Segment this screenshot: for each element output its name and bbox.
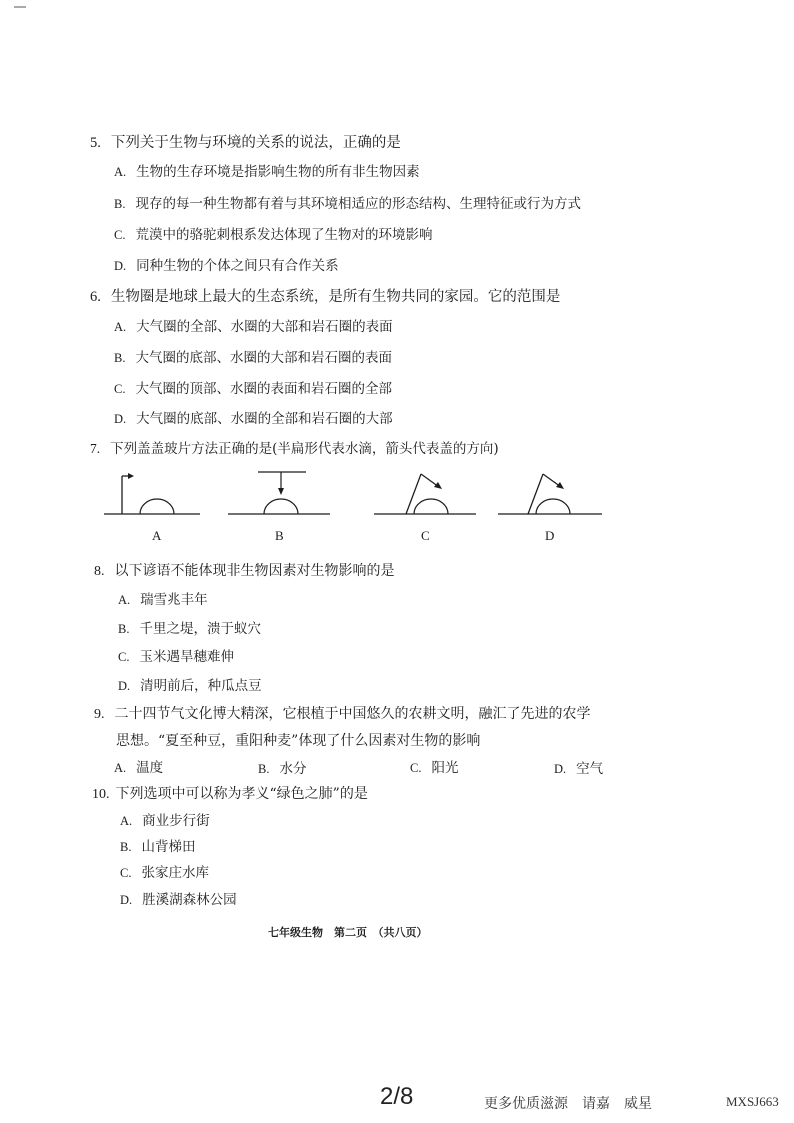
question-8-option-b: B. 千里之堤，溃于蚁穴	[118, 621, 261, 637]
question-10-option-b: B. 山背梯田	[120, 839, 196, 855]
question-6-option-c: C. 大气圈的顶部、水圈的表面和岩石圈的全部	[114, 381, 392, 397]
question-8-stem: 8. 以下谚语不能体现非生物因素对生物影响的是	[94, 563, 395, 579]
question-5-option-b: B. 现存的每一种生物都有着与其环境相适应的形态结构、生理特征或行为方式	[114, 196, 581, 212]
question-9-stem-line1: 9. 二十四节气文化博大精深，它根植于中国悠久的农耕文明，融汇了先进的农学	[94, 706, 591, 722]
coverslip-diagram-a	[100, 468, 204, 520]
question-9-option-d: D. 空气	[554, 761, 604, 777]
question-10-option-a: A. 商业步行街	[120, 813, 210, 829]
question-10-option-c: C. 张家庄水库	[120, 865, 209, 881]
question-9-option-a: A. 温度	[114, 760, 164, 776]
diagram-label-d: D	[545, 528, 555, 543]
scan-mark	[14, 6, 26, 8]
document-code: MXSJ663	[726, 1094, 779, 1109]
question-5-option-a: A. 生物的生存环境是指影响生物的所有非生物因素	[114, 164, 420, 180]
question-6-option-b: B. 大气圈的底部、水圈的大部和岩石圈的表面	[114, 350, 392, 366]
diagram-label-b: B	[275, 528, 284, 543]
diagram-label-a: A	[152, 528, 162, 543]
question-6-option-a: A. 大气圈的全部、水圈的大部和岩石圈的表面	[114, 319, 393, 335]
diagram-label-c: C	[421, 528, 430, 543]
question-10-option-d: D. 胜溪湖森林公园	[120, 892, 237, 908]
question-6-stem: 6. 生物圈是地球上最大的生态系统，是所有生物共同的家园。它的范围是	[90, 289, 561, 305]
question-9-option-c: C. 阳光	[410, 760, 459, 776]
question-5-option-d: D. 同种生物的个体之间只有合作关系	[114, 258, 339, 274]
coverslip-diagram-c	[372, 468, 480, 520]
watermark-text: 更多优质滋源 请嘉 威星	[484, 1096, 652, 1112]
coverslip-diagram-d	[496, 468, 606, 520]
question-8-option-c: C. 玉米遇旱穗难伸	[118, 649, 234, 665]
question-9-stem-line2: 思想。“夏至种豆，重阳种麦”体现了什么因素对生物的影响	[116, 733, 481, 749]
question-10-stem: 10. 下列选项中可以称为孝义“绿色之肺”的是	[92, 786, 368, 802]
question-6-option-d: D. 大气圈的底部、水圈的全部和岩石圈的大部	[114, 411, 393, 427]
question-8-option-a: A. 瑞雪兆丰年	[118, 592, 208, 608]
question-7-stem: 7. 下列盖盖玻片方法正确的是(半扁形代表水滴，箭头代表盖的方向)	[90, 441, 499, 457]
question-9-option-b: B. 水分	[258, 761, 307, 777]
page-footer: 七年级生物 第二页 （共八页）	[268, 926, 428, 939]
question-5-option-c: C. 荒漠中的骆驼刺根系发达体现了生物对的环境影响	[114, 227, 433, 243]
question-8-option-d: D. 清明前后，种瓜点豆	[118, 678, 262, 694]
page-indicator: 2/8	[380, 1083, 414, 1110]
question-5-stem: 5. 下列关于生物与环境的关系的说法，正确的是	[90, 135, 401, 151]
coverslip-diagram-b	[226, 468, 334, 520]
